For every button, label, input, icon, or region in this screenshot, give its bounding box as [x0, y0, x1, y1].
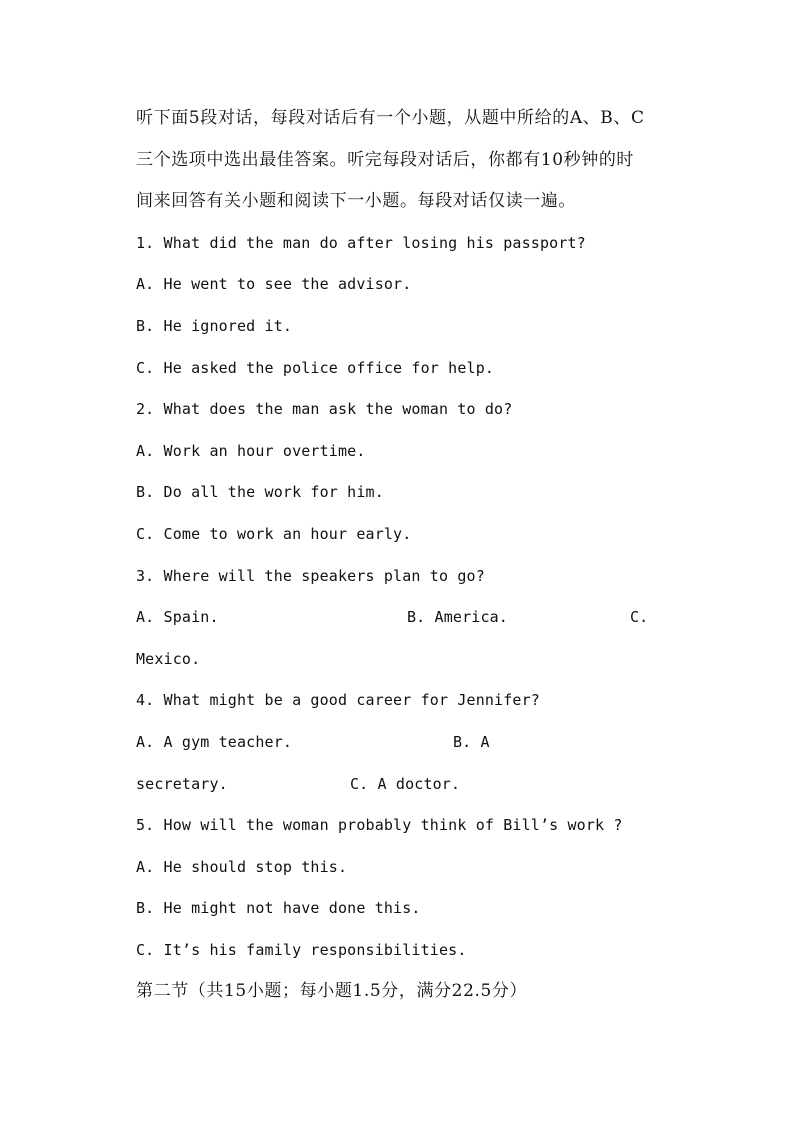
- question-4-option-b-continued: secretary.: [136, 774, 228, 793]
- question-1-option-c: C. He asked the police office for help.: [136, 358, 495, 377]
- question-5-option-c: C. It’s his family responsibilities.: [136, 940, 467, 959]
- question-3-option-c-prefix: C.: [630, 608, 649, 627]
- question-4-options-row: [136, 722, 658, 764]
- question-4-option-a: A. A gym teacher.: [136, 732, 293, 751]
- question-1-option-a: A. He went to see the advisor.: [136, 275, 412, 294]
- question-3-option-b: B. America.: [407, 608, 508, 627]
- question-2-option-c: C. Come to work an hour early.: [136, 524, 412, 543]
- document-body: [136, 98, 658, 1013]
- question-3-options-row: [136, 597, 658, 639]
- question-4-stem: 4. What might be a good career for Jennifer?: [136, 691, 540, 710]
- intro-line-2: 三个选项中选出最佳答案。听完每段对话后，你都有10秒钟的时: [136, 149, 635, 170]
- question-3-option-a: A. Spain.: [136, 608, 219, 627]
- question-1-stem: 1. What did the man do after losing his passport?: [136, 233, 586, 252]
- section-heading: 第二节（共15小题；每小题1.5分，满分22.5分）: [136, 981, 528, 1002]
- question-2-option-a: A. Work an hour overtime.: [136, 441, 366, 460]
- question-1-option-b: B. He ignored it.: [136, 316, 293, 335]
- question-4-option-b-prefix: B. A: [453, 732, 490, 751]
- question-2-stem: 2. What does the man ask the woman to do?: [136, 400, 513, 419]
- question-4-options-row-2: [136, 764, 658, 806]
- question-4-option-c: C. A doctor.: [350, 774, 461, 793]
- question-5-stem: 5. How will the woman probably think of Bill’s work ?: [136, 816, 623, 835]
- question-3-stem: 3. Where will the speakers plan to go?: [136, 566, 485, 585]
- question-5-option-a: A. He should stop this.: [136, 857, 348, 876]
- intro-line-1: 听下面5段对话，每段对话后有一个小题，从题中所给的A、B、C: [136, 108, 645, 128]
- question-2-option-b: B. Do all the work for him.: [136, 483, 384, 502]
- question-3-option-c-continued: Mexico.: [136, 649, 201, 668]
- question-5-option-b: B. He might not have done this.: [136, 899, 421, 918]
- intro-line-3: 间来回答有关小题和阅读下一小题。每段对话仅读一遍。: [136, 191, 576, 212]
